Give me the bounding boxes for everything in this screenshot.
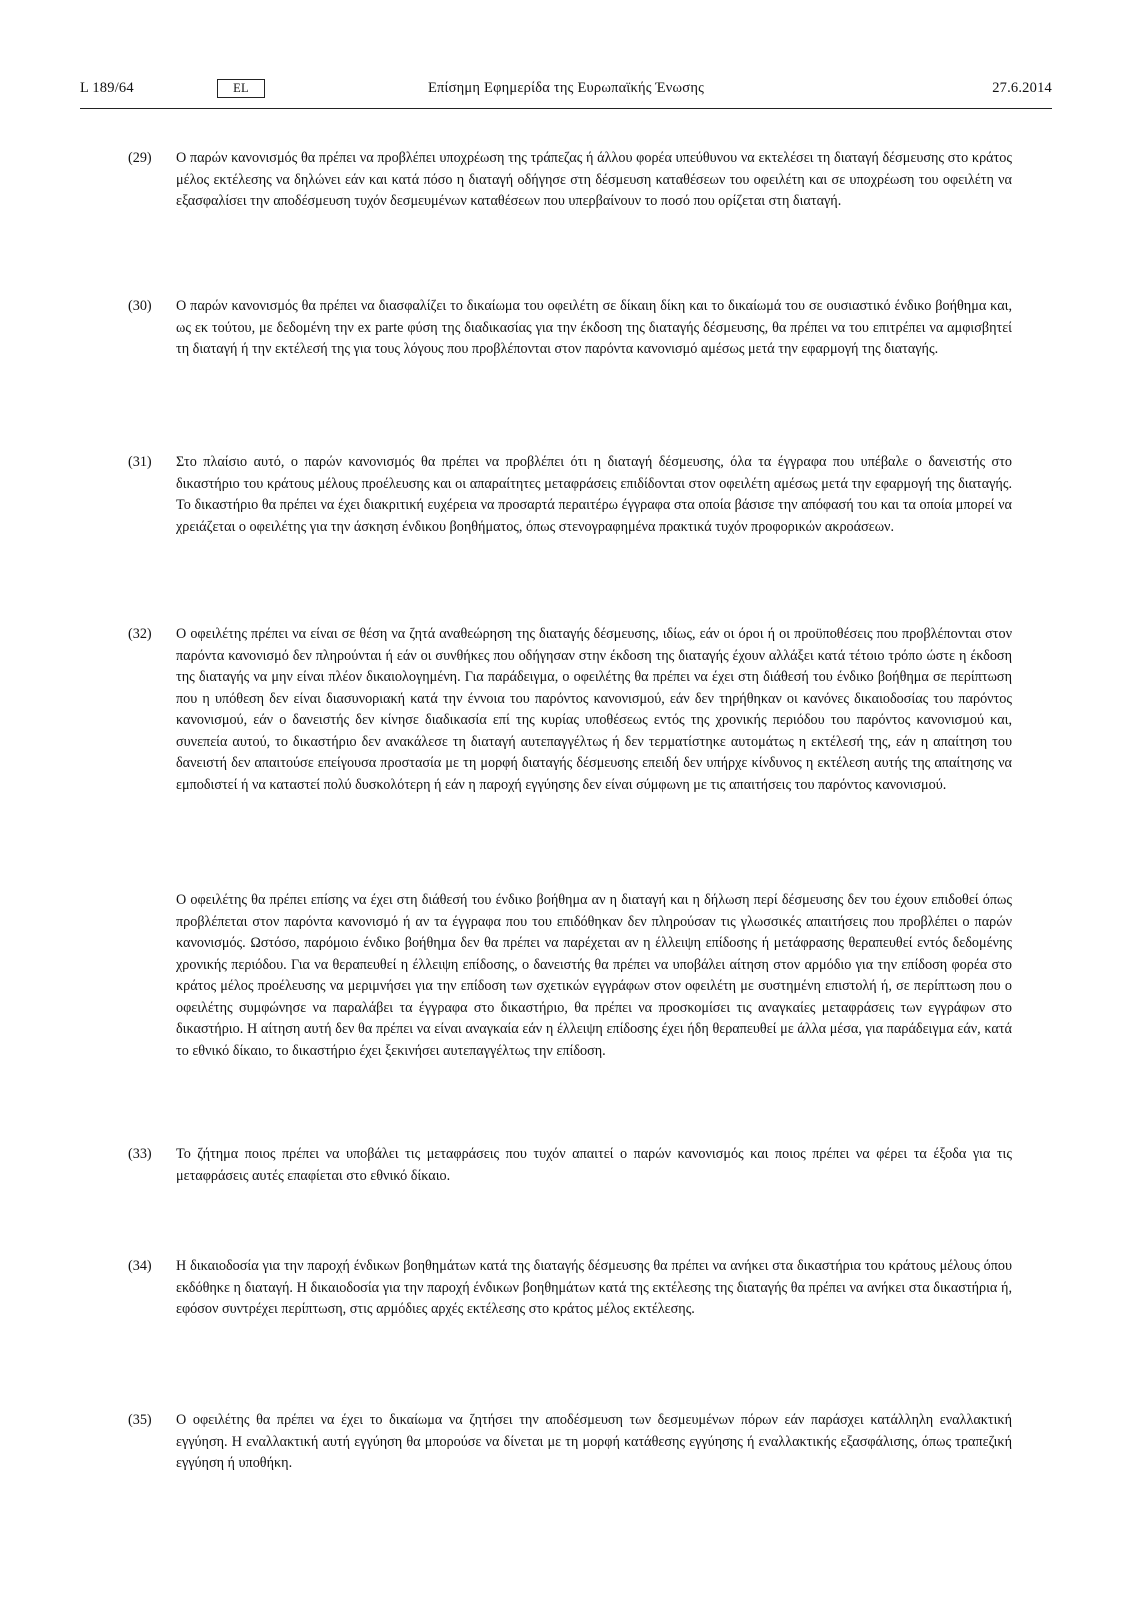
recital-number: (35) <box>128 1412 152 1428</box>
journal-title: Επίσημη Εφημερίδα της Ευρωπαϊκής Ένωσης <box>427 80 705 96</box>
recital-number: (30) <box>128 298 152 314</box>
recital-text: Στο πλαίσιο αυτό, ο παρών κανονισμός θα πρέπει να προβλέπει ότι η διαταγή δέσμευσης, όλα τα έγγραφα που υπέβαλε ο δανειστής στο δικαστήριο του κράτους μέλους προέλευσης και οι απαραίτητες μεταφράσεις επιδίδονται στον οφειλέτη αμέσως μετά την εφαρμογή της διαταγής. Το δικαστήριο θα πρέπει να έχει διακριτική ευχέρεια να προσαρτά περαιτέρω έγγραφα στα οποία βάσισε την απόφασή του και τα οποία μπορεί να χρειάζεται ο οφειλέτης για την άσκηση ένδικου βοηθήματος, όπως στενογραφημένα πρακτικά τυχόν προφορικών ακροάσεων. <box>176 454 1012 535</box>
recital-number: (29) <box>128 150 152 166</box>
recital-text: Ο οφειλέτης πρέπει να είναι σε θέση να ζητά αναθεώρηση της διαταγής δέσμευσης, ιδίως, εάν οι όροι ή οι προϋποθέσεις που προβλέπονται στον παρόντα κανονισμό δεν πληρούνται ή εάν οι συνθήκες που οδήγησαν στην έκδοση της διαταγής έχουν αλλάξει κατά τέτοιο τρόπο ώστε η έκδοση της διαταγής να μην είναι πλέον δικαιολογημένη. Για παράδειγμα, ο οφειλέτης θα πρέπει να έχει στη διάθεσή του ένδικο βοήθημα σε περίπτωση που η υπόθεση δεν είναι διασυνοριακή κατά την έννοια του παρόντος κανονισμού, εάν δεν τηρήθηκαν οι κανόνες δικαιοδοσίας του παρόντος κανονισμού, εάν ο δανειστής δεν κίνησε διαδικασία επί της κυρίας υποθέσεως εντός της χρονικής περιόδου του παρόντος κανονισμού και, συνεπεία αυτού, το δικαστήριο δεν ανακάλεσε τη διαταγή αυτεπαγγέλτως ή δεν τερματίστηκε αυτομάτως η εκτέλεσή της, εάν η απαίτηση του δανειστή δεν απαιτούσε επείγουσα προστασία με τη μορφή διαταγής δέσμευσης επειδή δεν υπήρχε κίνδυνος η εκτέλεση αυτής της απαίτησης να εμποδιστεί ή να καταστεί πολύ δυσκολότερη ή εάν η παροχή εγγύησης δεν είναι σύμφωνη με τις απαιτήσεις του παρόντος κανονισμού. <box>176 626 1012 793</box>
recital-text: Ο οφειλέτης θα πρέπει να έχει το δικαίωμα να ζητήσει την αποδέσμευση των δεσμευμένων πόρων εάν παράσχει κατάλληλη εναλλακτική εγγύηση. Η εναλλακτική αυτή εγγύηση θα μπορούσε να δίνεται με τη μορφή κατάθεσης εγγύησης ή εναλλακτικής εξασφάλισης, όπως τραπεζική εγγύηση ή υποθήκη. <box>176 1412 1012 1471</box>
recital-32-continuation <box>128 890 1012 1062</box>
recital-34 <box>128 1256 1012 1321</box>
recital-number: (34) <box>128 1258 152 1274</box>
header-divider <box>80 108 1052 109</box>
language-code-box: EL <box>217 79 265 98</box>
recital-text: Το ζήτημα ποιος πρέπει να υποβάλει τις μεταφράσεις που τυχόν απαιτεί ο παρών κανονισμός και ποιος πρέπει να φέρει τα έξοδα για τις μεταφράσεις αυτές επαφίεται στο εθνικό δίκαιο. <box>176 1146 1012 1184</box>
recital-number: (32) <box>128 626 152 642</box>
publication-date: 27.6.2014 <box>992 80 1052 96</box>
recital-30 <box>128 296 1012 361</box>
page-reference: L 189/64 <box>80 80 134 96</box>
recital-35 <box>128 1410 1012 1475</box>
recital-number: (31) <box>128 454 152 470</box>
recital-33 <box>128 1144 1012 1187</box>
recital-32 <box>128 624 1012 796</box>
page-header <box>80 80 1052 102</box>
recital-29 <box>128 148 1012 213</box>
recital-text: Ο οφειλέτης θα πρέπει επίσης να έχει στη διάθεσή του ένδικο βοήθημα αν η διαταγή και η δήλωση περί δέσμευσης δεν του έχουν επιδοθεί όπως προβλέπεται στον παρόντα κανονισμό ή αν τα έγγραφα που του επιδόθηκαν δεν πληρούσαν τις γλωσσικές απαιτήσεις που προβλέπει ο παρών κανονισμός. Ωστόσο, παρόμοιο ένδικο βοήθημα δεν θα πρέπει να παρέχεται αν η έλλειψη επίδοσης ή μετάφρασης θεραπευθεί εντός δεδομένης χρονικής περιόδου. Για να θεραπευθεί η έλλειψη επίδοσης, ο δανειστής θα πρέπει να υποβάλει αίτηση στον αρμόδιο για την επίδοση φορέα στο κράτος μέλος προέλευσης να μεριμνήσει για την επίδοση των σχετικών εγγράφων στον οφειλέτη με συστημένη επιστολή ή, σε περίπτωση που ο οφειλέτης συμφώνησε να παραλάβει τα έγγραφα στο δικαστήριο, θα πρέπει να προσκομίσει τις αναγκαίες μεταφράσεις των εγγράφων στο δικαστήριο. Η αίτηση αυτή δεν θα πρέπει να είναι αναγκαία εάν η έλλειψη επίδοσης έχει ήδη θεραπευθεί με άλλα μέσα, για παράδειγμα εάν, κατά το εθνικό δίκαιο, το δικαστήριο έχει ξεκινήσει αυτεπαγγέλτως την επίδοση. <box>176 892 1012 1059</box>
recital-31 <box>128 452 1012 538</box>
recital-text: Η δικαιοδοσία για την παροχή ένδικων βοηθημάτων κατά της διαταγής δέσμευσης θα πρέπει να ανήκει στα δικαστήρια του κράτους μέλους όπου εκδόθηκε η διαταγή. Η δικαιοδοσία για την παροχή ένδικων βοηθημάτων κατά της εκτέλεσης της διαταγής θα πρέπει να ανήκει στα δικαστήρια ή, εφόσον συντρέχει περίπτωση, στις αρμόδιες αρχές εκτέλεσης στο κράτος μέλος εκτέλεσης. <box>176 1258 1012 1317</box>
recital-text: Ο παρών κανονισμός θα πρέπει να διασφαλίζει το δικαίωμα του οφειλέτη σε δίκαιη δίκη και το δικαίωμά του σε ουσιαστικό ένδικο βοήθημα και, ως εκ τούτου, με δεδομένη την ex parte φύση της διαδικασίας για την έκδοση της διαταγής δέσμευσης, θα πρέπει να του επιτρέπει να αμφισβητεί τη διαταγή ή την εκτέλεσή της για τους λόγους που προβλέπονται στον παρόντα κανονισμό αμέσως μετά την εφαρμογή της διαταγής. <box>176 298 1012 357</box>
recital-number: (33) <box>128 1146 152 1162</box>
recital-text: Ο παρών κανονισμός θα πρέπει να προβλέπει υποχρέωση της τράπεζας ή άλλου φορέα υπεύθυνου να εκτελέσει τη διαταγή δέσμευσης στο κράτος μέλος εκτέλεσης να δηλώνει εάν και κατά πόσο η διαταγή οδήγησε στη δέσμευση καταθέσεων του οφειλέτη και σε υποχρέωση του οφειλέτη να εξασφαλίσει την αποδέσμευση τυχόν δεσμευμένων καταθέσεων που υπερβαίνουν το ποσό που ορίζεται στη διαταγή. <box>176 150 1012 209</box>
